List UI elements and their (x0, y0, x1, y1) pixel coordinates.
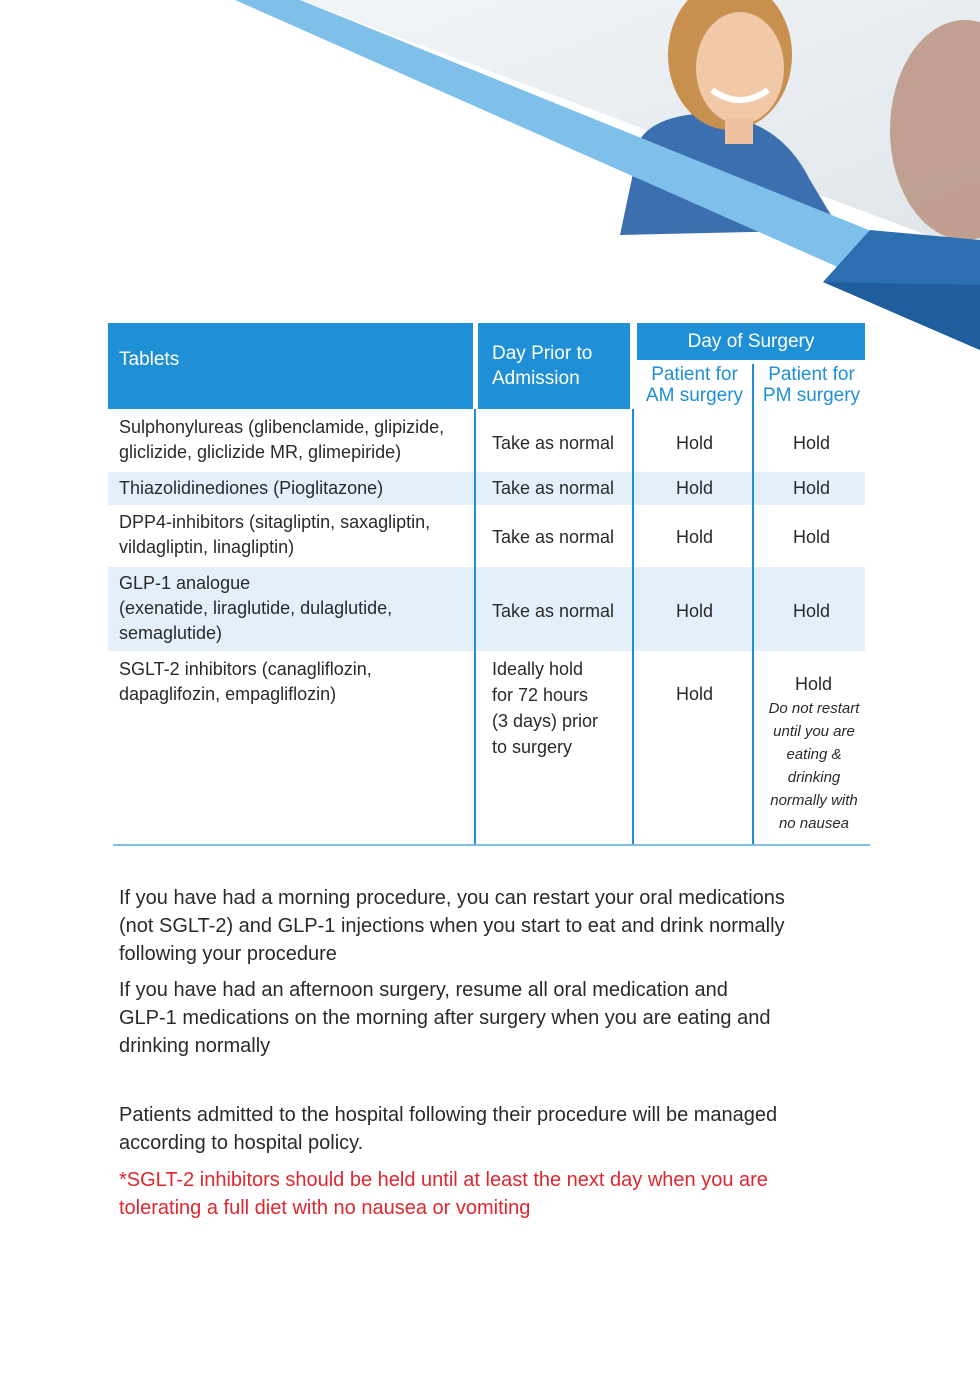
row4-drug-line1: GLP-1 analogue (119, 573, 251, 593)
row4-drug-line3: semaglutide) (119, 623, 223, 643)
paragraph-admitted-line1: Patients admitted to the hospital following their procedure will be managed (119, 1104, 778, 1126)
row3-drug (119, 510, 430, 560)
row1-drug (119, 415, 444, 465)
row1-drug-line1: Sulphonylureas (glibenclamide, glipizide, (119, 417, 445, 437)
paragraph-morning-line1: If you have had a morning procedure, you can restart your oral medications (119, 887, 785, 909)
paragraph-afternoon-line1: If you have had an afternoon surgery, resume all oral medication and (119, 979, 728, 1001)
subheader-am (637, 361, 752, 409)
row5-pm-note-line6: no nausea (778, 815, 850, 832)
row5-drug-line1: SGLT-2 inhibitors (canagliflozin, (119, 659, 372, 679)
row5-pm-note-line4: drinking (787, 769, 841, 786)
header-cell-day-of-surgery (637, 323, 865, 360)
row5-day-prior-line3: (3 days) prior (492, 711, 599, 731)
header-photo-banner (0, 0, 980, 360)
header-cell-day-prior (478, 323, 630, 409)
paragraph-afternoon-line3: drinking normally (119, 1035, 271, 1057)
row3-drug-line2: vildagliptin, linagliptin) (119, 537, 295, 557)
header-day-prior-line1: Day Prior to (492, 343, 593, 364)
subheader-pm (755, 361, 868, 409)
row5-drug-line2: dapaglifozin, empagliflozin) (119, 684, 337, 704)
column-divider-1 (474, 409, 476, 845)
row3-day-prior: Take as normal (492, 527, 615, 547)
row4-day-prior: Take as normal (492, 601, 615, 621)
header-tablets-label: Tablets (119, 349, 180, 370)
row4-drug (119, 571, 392, 646)
row4-pm: Hold (792, 601, 831, 621)
header-cell-tablets (108, 323, 473, 409)
paragraph-morning-line3: following your procedure (119, 943, 337, 965)
row5-pm-note-line5: normally with (770, 792, 858, 809)
row5-day-prior-line2: for 72 hours (492, 685, 589, 705)
row1-drug-line2: gliclizide, gliclizide MR, glimepiride) (119, 442, 402, 462)
row3-pm: Hold (792, 527, 831, 547)
header-day-prior-line2: Admission (492, 368, 580, 389)
row3-drug-line1: DPP4-inhibitors (sitagliptin, saxagliptin, (119, 512, 431, 532)
header-day-of-surgery-label: Day of Surgery (687, 331, 815, 352)
paragraph-admitted (119, 1101, 879, 1157)
row5-pm-note-line2: until you are (773, 723, 855, 740)
sglt2-warning (119, 1166, 879, 1222)
subheader-am-line1: Patient for (651, 364, 738, 385)
row5-am: Hold (675, 684, 714, 704)
row2-drug: Thiazolidinediones (Pioglitazone) (119, 478, 384, 498)
subheader-am-line2: AM surgery (645, 385, 744, 406)
paragraph-admitted-line2: according to hospital policy. (119, 1132, 364, 1154)
row2-day-prior: Take as normal (492, 478, 615, 498)
row5-drug (119, 657, 372, 707)
row5-pm-note-line3: eating & (786, 746, 842, 763)
table-bottom-border (113, 844, 870, 846)
row3-am: Hold (675, 527, 714, 547)
row5-day-prior-line4: to surgery (492, 737, 573, 757)
sglt2-warning-line1: *SGLT-2 inhibitors should be held until at least the next day when you are (119, 1169, 768, 1191)
row5-day-prior-line1: Ideally hold (492, 659, 584, 679)
column-divider-2 (632, 409, 634, 845)
row4-am: Hold (675, 601, 714, 621)
row5-pm: Hold (794, 674, 833, 694)
row2-am: Hold (675, 478, 714, 498)
sglt2-warning-line2: tolerating a full diet with no nausea or vomiting (119, 1197, 531, 1219)
row2-pm: Hold (792, 478, 831, 498)
paragraph-afternoon-line2: GLP-1 medications on the morning after surgery when you are eating and (119, 1007, 771, 1029)
row5-day-prior (492, 656, 598, 760)
row1-day-prior: Take as normal (492, 433, 615, 453)
row4-drug-line2: (exenatide, liraglutide, dulaglutide, (119, 598, 393, 618)
paragraph-morning (119, 884, 879, 968)
subheader-pm-line1: Patient for (768, 364, 855, 385)
row5-pm-note (754, 697, 874, 835)
row1-am: Hold (675, 433, 714, 453)
row5-pm-note-line1: Do not restart (768, 700, 860, 717)
paragraph-afternoon (119, 976, 879, 1060)
subheader-pm-line2: PM surgery (762, 385, 861, 406)
paragraph-morning-line2: (not SGLT-2) and GLP-1 injections when you start to eat and drink normally (119, 915, 785, 937)
row1-pm: Hold (792, 433, 831, 453)
